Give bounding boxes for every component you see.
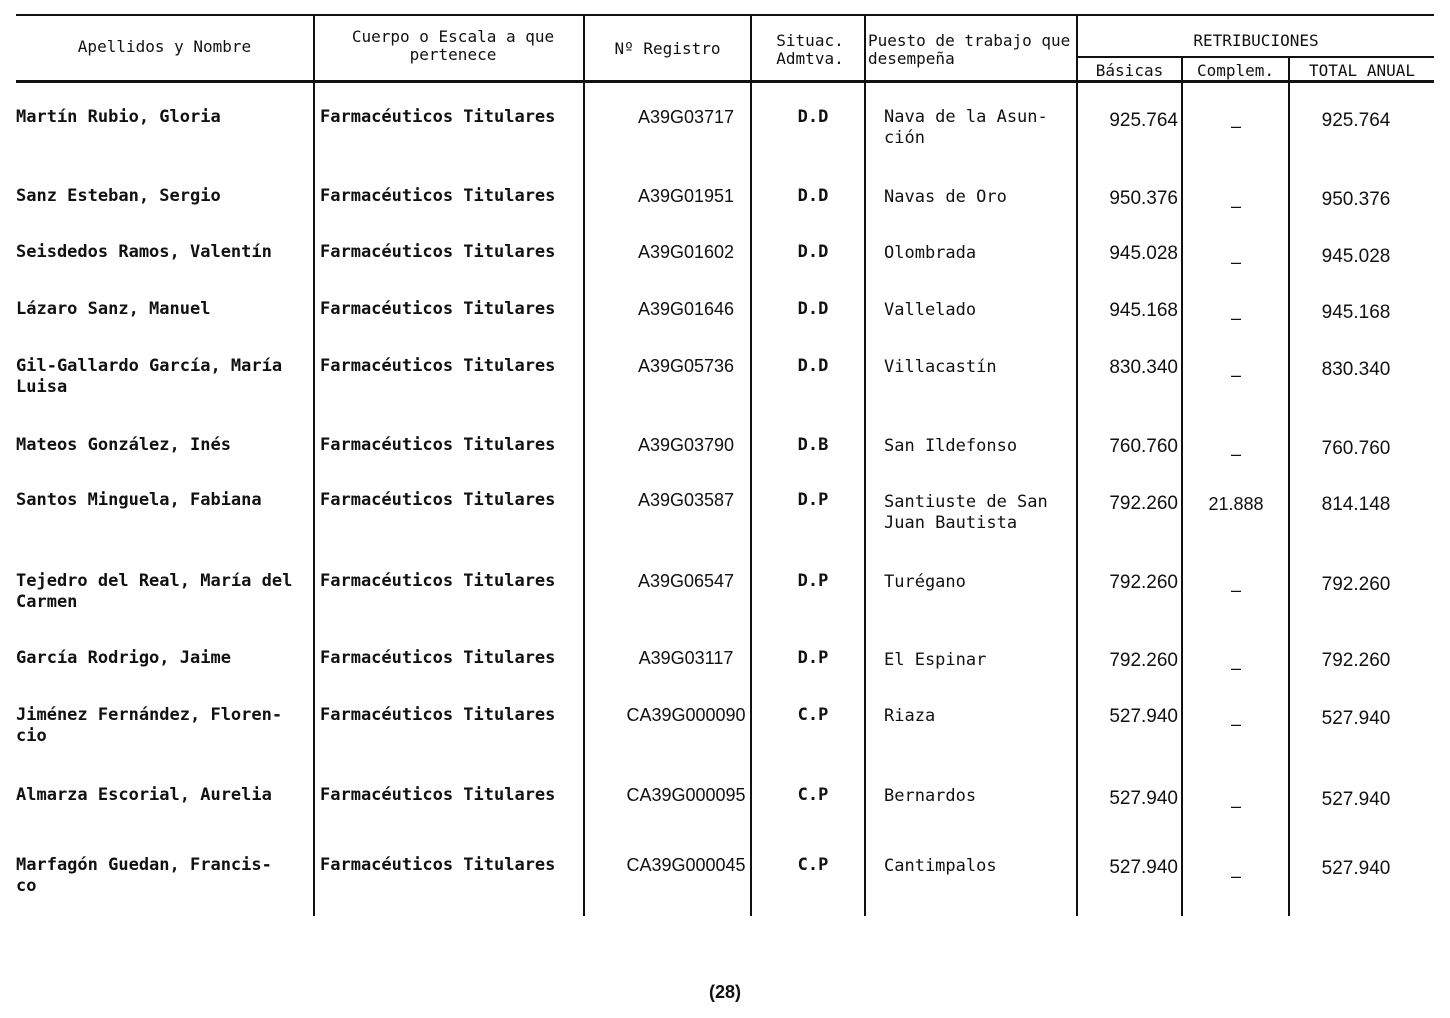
row-puesto: Navas de Oro (884, 187, 1007, 207)
row-name: Martín Rubio, Gloria (16, 107, 221, 127)
row-basicas: 925.764 (1109, 110, 1178, 131)
row-registro: CA39G000045 (626, 855, 746, 875)
row-basicas: 527.940 (1109, 706, 1178, 727)
row-situacion: D.D (797, 107, 829, 127)
row-name: Lázaro Sanz, Manuel (16, 299, 211, 319)
header-retribuciones: RETRIBUCIONES (1193, 31, 1319, 50)
col-divider-7 (1288, 56, 1290, 916)
row-situacion: D.P (797, 571, 829, 591)
row-total: 760.760 (1321, 438, 1391, 459)
col-divider-1 (313, 14, 315, 916)
row-puesto: Cantimpalos (884, 856, 997, 876)
row-registro: A39G06547 (637, 571, 735, 591)
row-basicas: 792.260 (1109, 493, 1178, 514)
row-registro: A39G03790 (637, 435, 735, 455)
row-basicas: 527.940 (1109, 788, 1178, 809)
row-situacion: D.P (797, 490, 829, 510)
row-cuerpo: Farmacéuticos Titulares (320, 186, 556, 206)
row-puesto: Olombrada (884, 243, 977, 263)
row-complem: – (1230, 308, 1241, 328)
header-situacion: Situac. Admtva. (776, 31, 844, 68)
row-total: 814.148 (1321, 494, 1391, 515)
row-name: Jiménez Fernández, Floren- cio (16, 705, 283, 746)
header-basicas: Básicas (1095, 61, 1164, 80)
row-name: Gil-Gallardo García, María Luisa (16, 356, 283, 397)
row-name: Sanz Esteban, Sergio (16, 186, 221, 206)
top-rule (16, 14, 1434, 16)
row-situacion: D.D (797, 186, 829, 206)
row-complem: – (1230, 714, 1241, 734)
row-total: 830.340 (1321, 359, 1391, 380)
row-total: 527.940 (1321, 708, 1391, 729)
row-cuerpo: Farmacéuticos Titulares (320, 705, 556, 725)
row-puesto: Nava de la Asun- ción (884, 107, 1048, 148)
row-registro: A39G03587 (637, 490, 735, 510)
row-total: 527.940 (1321, 789, 1391, 810)
row-puesto: San Ildefonso (884, 436, 1018, 456)
row-registro: A39G03717 (637, 107, 735, 127)
row-name: Mateos González, Inés (16, 435, 231, 455)
row-name: Almarza Escorial, Aurelia (16, 785, 272, 805)
row-complem: – (1230, 796, 1241, 816)
row-registro: A39G05736 (637, 356, 735, 376)
row-total: 792.260 (1321, 574, 1391, 595)
header-bottom-rule (16, 80, 1434, 83)
row-complem: – (1230, 444, 1241, 464)
row-cuerpo: Farmacéuticos Titulares (320, 490, 556, 510)
row-total: 950.376 (1321, 189, 1391, 210)
row-basicas: 950.376 (1109, 188, 1178, 209)
row-name: Seisdedos Ramos, Valentín (16, 242, 272, 262)
row-cuerpo: Farmacéuticos Titulares (320, 435, 556, 455)
col-divider-4 (864, 14, 866, 916)
header-name: Apellidos y Nombre (77, 37, 252, 56)
header-total: TOTAL ANUAL (1309, 61, 1415, 80)
row-basicas: 830.340 (1109, 357, 1178, 378)
header-registro: Nº Registro (614, 39, 721, 58)
row-puesto: Riaza (884, 706, 936, 726)
row-cuerpo: Farmacéuticos Titulares (320, 299, 556, 319)
row-basicas: 527.940 (1109, 857, 1178, 878)
row-situacion: C.P (797, 855, 829, 875)
row-total: 945.028 (1321, 246, 1391, 267)
row-basicas: 945.028 (1109, 243, 1178, 264)
header-cuerpo: Cuerpo o Escala a que pertenece (351, 27, 555, 64)
row-registro: CA39G000095 (626, 785, 746, 805)
row-name: Marfagón Guedan, Francis- co (16, 855, 272, 896)
row-situacion: D.B (797, 435, 829, 455)
col-divider-3 (750, 14, 752, 916)
row-registro: A39G01602 (637, 242, 735, 262)
row-registro: CA39G000090 (626, 705, 746, 725)
row-basicas: 760.760 (1109, 436, 1178, 457)
header-puesto: Puesto de trabajo que desempeña (868, 31, 1071, 68)
row-registro: A39G03117 (638, 648, 734, 668)
row-name: García Rodrigo, Jaime (16, 648, 231, 668)
row-situacion: D.P (797, 648, 829, 668)
row-complem: – (1230, 365, 1241, 385)
row-total: 792.260 (1321, 650, 1391, 671)
row-cuerpo: Farmacéuticos Titulares (320, 785, 556, 805)
row-situacion: D.D (797, 356, 829, 376)
row-registro: A39G01951 (637, 186, 735, 206)
row-total: 925.764 (1321, 110, 1391, 131)
page-number: (28) (708, 982, 741, 1002)
row-puesto: El Espinar (884, 650, 987, 670)
row-puesto: Bernardos (884, 786, 977, 806)
row-cuerpo: Farmacéuticos Titulares (320, 107, 556, 127)
row-name: Tejedro del Real, María del Carmen (16, 571, 293, 612)
col-divider-2 (583, 14, 585, 916)
row-basicas: 792.260 (1109, 572, 1178, 593)
row-complem: 21.888 (1208, 494, 1264, 514)
row-cuerpo: Farmacéuticos Titulares (320, 855, 556, 875)
row-complem: – (1230, 658, 1241, 678)
row-complem: – (1230, 580, 1241, 600)
row-puesto: Turégano (884, 572, 966, 592)
row-complem: – (1230, 116, 1241, 136)
row-puesto: Villacastín (884, 357, 997, 377)
row-situacion: D.D (797, 299, 829, 319)
row-cuerpo: Farmacéuticos Titulares (320, 356, 556, 376)
header-complem: Complem. (1196, 61, 1275, 80)
row-basicas: 945.168 (1109, 300, 1178, 321)
row-puesto: Vallelado (884, 300, 977, 320)
row-name: Santos Minguela, Fabiana (16, 490, 262, 510)
row-cuerpo: Farmacéuticos Titulares (320, 242, 556, 262)
row-total: 527.940 (1321, 858, 1391, 879)
row-complem: – (1230, 866, 1241, 886)
retribuciones-rule (1076, 56, 1434, 58)
row-cuerpo: Farmacéuticos Titulares (320, 648, 556, 668)
row-situacion: D.D (797, 242, 829, 262)
row-complem: – (1230, 196, 1241, 216)
row-registro: A39G01646 (637, 299, 735, 319)
row-cuerpo: Farmacéuticos Titulares (320, 571, 556, 591)
row-complem: – (1230, 252, 1241, 272)
row-situacion: C.P (797, 705, 829, 725)
col-divider-6 (1181, 56, 1183, 916)
row-situacion: C.P (797, 785, 829, 805)
row-basicas: 792.260 (1109, 650, 1178, 671)
row-total: 945.168 (1321, 302, 1391, 323)
row-puesto: Santiuste de San Juan Bautista (884, 492, 1048, 533)
col-divider-5 (1076, 14, 1078, 916)
